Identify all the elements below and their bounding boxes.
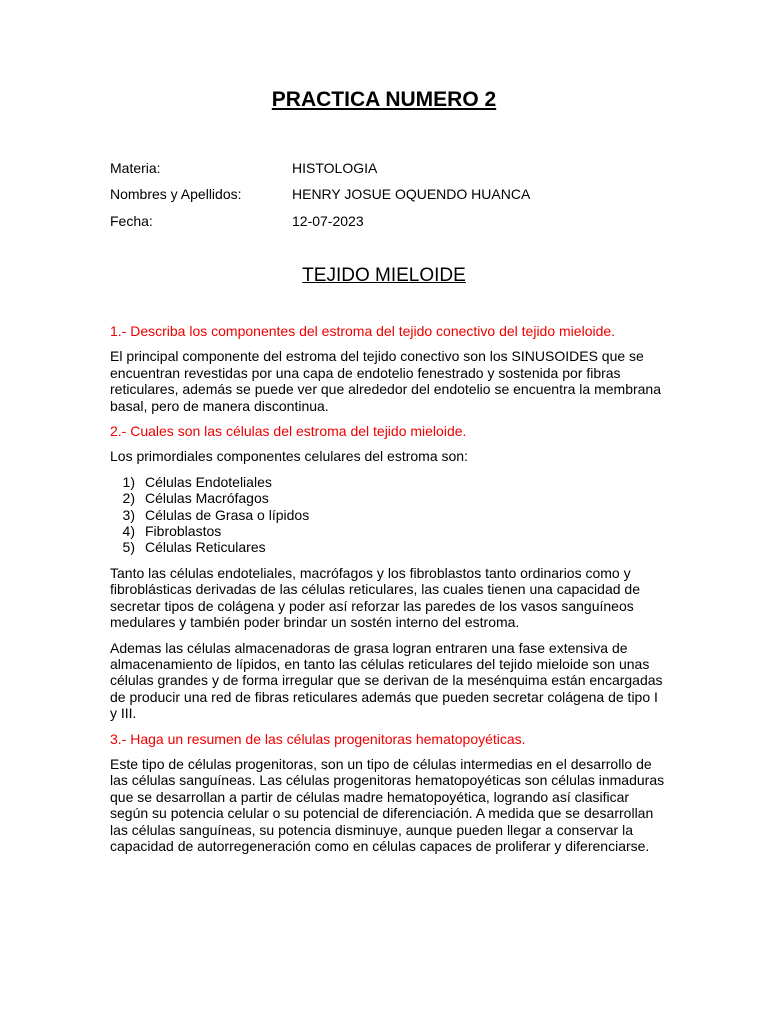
answer-2-intro: Los primordiales componentes celulares del estroma son: xyxy=(110,448,468,465)
document-body xyxy=(110,323,666,863)
document-title-text: PRACTICA NUMERO 2 xyxy=(271,88,497,111)
list-item xyxy=(110,523,666,539)
answer-2-paragraph-1: Tanto las células endoteliales, macrófagos y los fibroblastos tanto ordinarios como y fibroblásticas derivadas de las células reticulares, las cuales tienen una capacidad de secretar tipos de colágena y poder así reforzar las paredes de los vasos sanguíneos medulares y también poder brindar un sostén interno del estroma. xyxy=(110,564,640,631)
info-row-fecha xyxy=(110,212,364,230)
info-label: Materia: xyxy=(110,160,161,176)
info-value: HENRY JOSUE OQUENDO HUANCA xyxy=(292,186,531,202)
list-item xyxy=(110,490,666,506)
list-item-number: 1) xyxy=(122,473,135,490)
info-value: 12-07-2023 xyxy=(292,213,364,229)
list-item xyxy=(110,474,666,490)
question-3: 3.- Haga un resumen de las células progenitoras hematopoyéticas. xyxy=(110,730,526,747)
list-item-text: Células de Grasa o lípidos xyxy=(145,506,310,523)
list-item-number: 3) xyxy=(122,506,135,523)
cell-list xyxy=(110,474,666,556)
question-2: 2.- Cuales son las células del estroma del tejido mieloide. xyxy=(110,423,467,440)
info-label: Nombres y Apellidos: xyxy=(110,186,242,202)
document-subtitle xyxy=(0,264,768,288)
list-item xyxy=(110,539,666,555)
document-title xyxy=(0,86,768,114)
info-row-materia xyxy=(110,159,377,177)
answer-1: El principal componente del estroma del tejido conectivo son los SINUSOIDES que se encuentran revestidas por una capa de endotelio fenestrado y sostenida por fibras reticulares, además se puede ver que alrededor del endotelio se encuentra la membrana basal, pero de manera discontinua. xyxy=(110,348,662,414)
list-item-text: Células Macrófagos xyxy=(145,490,269,507)
list-item-number: 5) xyxy=(122,539,135,556)
list-item-number: 2) xyxy=(122,490,135,507)
list-item-number: 4) xyxy=(122,523,135,540)
list-item xyxy=(110,507,666,523)
document-subtitle-text: TEJIDO MIELOIDE xyxy=(302,265,466,286)
list-item-text: Células Endoteliales xyxy=(145,473,272,490)
list-item-text: Fibroblastos xyxy=(145,523,222,540)
info-row-nombres xyxy=(110,185,530,203)
answer-2-paragraph-2: Ademas las células almacenadoras de grasa logran entraren una fase extensiva de almacenamiento de lípidos, en tanto las células reticulares del tejido mieloide son unas células grandes y de forma irregular que se derivan de la mesénquima están encargadas de producir una red de fibras reticulares además que pueden secretar colágena de tipo I y III. xyxy=(110,639,663,722)
info-label: Fecha: xyxy=(110,213,153,229)
question-1: 1.- Describa los componentes del estroma del tejido conectivo del tejido mieloide. xyxy=(110,323,616,339)
info-value: HISTOLOGIA xyxy=(292,160,378,176)
answer-3: Este tipo de células progenitoras, son un tipo de células intermedias en el desarrollo de las células sanguíneas. Las células progenitoras hematopoyéticas son células inmaduras que se desarrollan a partir de células madre hematopoyética, logrando así clasificar según su potencia celular o su potencial de diferenciación. A medida que se desarrollan las células sanguíneas, su potencia disminuye, aunque pueden llegar a conservar la capacidad de autorregeneración como en células capaces de proliferar y diferenciarse. xyxy=(110,755,665,854)
list-item-text: Células Reticulares xyxy=(145,539,266,556)
